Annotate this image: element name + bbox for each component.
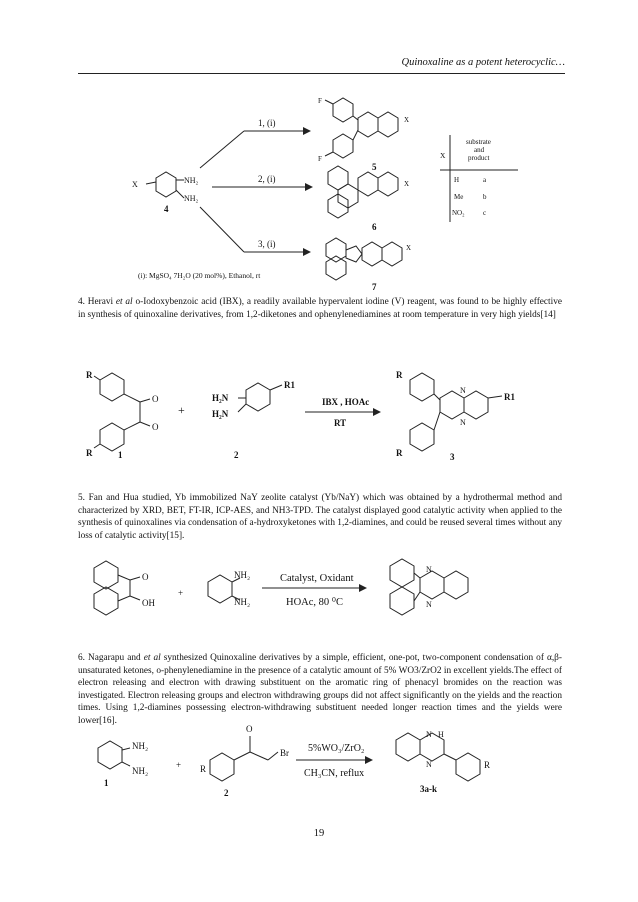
scheme-3-condition: HOAc, 80 ⁰C <box>286 597 343 608</box>
scheme-2-number-2: 2 <box>234 450 239 460</box>
scheme-2-r-top: R <box>86 370 93 380</box>
scheme-3-oh-label: OH <box>142 598 155 608</box>
product-6-x: X <box>404 180 410 188</box>
product-5-fluoro-top: F <box>318 97 322 105</box>
scheme-4-br-label: Br <box>280 748 289 758</box>
scheme-1-condition: (i): MgSO₄ 7H₂O (20 mol%), Ethanol, rt <box>138 271 261 280</box>
scheme-4 <box>98 733 480 781</box>
scheme-4-nh2-top: NH₂ <box>132 741 149 751</box>
reactant-nh2-top: NH₂ <box>184 176 199 185</box>
scheme-2-product-r1: R1 <box>504 392 515 402</box>
arrow-label-1: 1, (i) <box>258 118 276 128</box>
scheme-4-number-2: 2 <box>224 788 229 798</box>
scheme-2-r1-reactant: R1 <box>284 380 295 390</box>
table-row-1-x: H <box>454 176 460 184</box>
scheme-2-number-3: 3 <box>450 452 455 462</box>
paragraph-4-text: o-Iodoxybenzoic acid (IBX), a readily available hypervalent iodine (V) reagent, was found to be highly effective in synthesis of quinoxaline derivatives, from 1,2-diketones and ophenylenediamines at room temperature in very high yields[14] <box>78 297 562 320</box>
table-row-2-code: b <box>483 193 487 201</box>
reactant-nh2-bottom: NH₂ <box>184 194 199 203</box>
table-row-3-code: c <box>483 209 487 217</box>
scheme-2-product-n-bottom: N <box>460 418 466 427</box>
product-6-structure <box>328 166 398 218</box>
scheme-4-nh2-bottom: NH₂ <box>132 766 149 776</box>
scheme-4-number-1: 1 <box>104 778 109 788</box>
product-7-x: X <box>406 244 412 252</box>
reactant-4-structure <box>146 172 184 198</box>
paragraph-6 <box>78 652 562 728</box>
table-header-line-1: substrate <box>466 138 491 146</box>
paragraph-4 <box>78 296 562 321</box>
scheme-2-plus: + <box>178 403 185 417</box>
scheme-4-r-reactant: R <box>200 764 207 774</box>
product-number-6: 6 <box>372 222 377 232</box>
scheme-2-o-top: O <box>152 394 159 404</box>
product-7-structure <box>326 238 402 280</box>
reactant-x-label: X <box>132 180 138 189</box>
paragraph-6-number: 6. Nagarapu and <box>78 653 144 663</box>
scheme-4-r-product: R <box>484 760 491 770</box>
scheme-4-n-top: N <box>426 730 432 739</box>
paragraph-4-etal: et al <box>115 297 133 307</box>
scheme-4-o-label: O <box>246 724 253 734</box>
product-5-structure <box>325 98 398 158</box>
arrow-label-2: 2, (i) <box>258 174 276 184</box>
scheme-2-r-bottom: R <box>86 448 93 458</box>
scheme-2-product-r-bottom: R <box>396 448 403 458</box>
table-row-1-code: a <box>483 176 487 184</box>
paragraph-5-text: 5. Fan and Hua studied, Yb immobilized NaY zeolite catalyst (Yb/NaY) which was obtained by a hydrothermal method and characterized by XRD, BET, FT-IR, ICP-AES, and NH3-TPD. The catalyst displayed good catalytic activity when applied to the synthesis of quinoxalines via condensation of a-hydroxyketones with 1,2-diamines, and could be reused several times without any loss of catalytic activity[15]. <box>78 493 562 541</box>
scheme-2-o-bottom: O <box>152 422 159 432</box>
product-5-x: X <box>404 116 410 124</box>
product-number-5: 5 <box>372 162 377 172</box>
scheme-4-reagent: 5%WO₃/ZrO₂ <box>308 743 365 754</box>
scheme-3-nh2-bottom: NH₂ <box>234 597 251 607</box>
scheme-2-h2n-bottom: H₂N <box>212 409 229 419</box>
scheme-4-n-bottom: N <box>426 760 432 769</box>
scheme-2-product-r-top: R <box>396 370 403 380</box>
paragraph-5 <box>78 492 562 542</box>
table-header-x: X <box>440 151 446 160</box>
scheme-2-condition: RT <box>334 418 347 428</box>
paragraph-4-number: 4. Heravi <box>78 297 116 307</box>
arrow-label-3: 3, (i) <box>258 239 276 249</box>
scheme-2-h2n-top: H₂N <box>212 393 229 403</box>
scheme-3-plus: + <box>178 588 184 598</box>
table-row-2-x: Me <box>454 193 464 201</box>
scheme-4-plus: + <box>176 760 182 770</box>
scheme-3-n-bottom: N <box>426 600 432 609</box>
page-number: 19 <box>313 828 325 839</box>
table-row-3-x: NO₂ <box>452 209 465 217</box>
scheme-4-number-3a-k: 3a-k <box>420 784 438 794</box>
scheme-2 <box>94 373 502 451</box>
scheme-4-h-label: H <box>438 730 444 739</box>
scheme-2-product-n-top: N <box>460 386 466 395</box>
scheme-3-reagent: Catalyst, Oxidant <box>280 573 354 584</box>
product-number-7: 7 <box>372 282 377 292</box>
table-header-line-2: and <box>474 146 485 154</box>
scheme-3-o-label: O <box>142 572 149 582</box>
table-header-line-3: product <box>468 154 490 162</box>
scheme-2-reagent: IBX , HOAc <box>322 397 370 407</box>
paragraph-6-etal: et al <box>143 653 161 663</box>
paragraph-6-text: synthesized Quinoxaline derivatives by a simple, efficient, one-pot, two-component condensation of α,β-unsaturated ketones, o-phenylenediamine in the presence of a catalytic amount of 5% WO3/ZrO2 in excellent yields.The effect of electron releasing and electron with drawing substituent on the aromatic ring of phenacyl bromides on the reaction was investigated. Electron releasing groups and electron withdrawing groups did not affect significantly on the yields and the reaction times. Using 1,2-diamines possessing electron-withdrawing substituent needed longer reaction times and the yields were lower[16]. <box>78 653 562 726</box>
scheme-3-nh2-top: NH₂ <box>234 570 251 580</box>
running-header: Quinoxaline as a potent heterocyclic… <box>401 57 565 68</box>
scheme-4-condition: CH₃CN, reflux <box>304 768 365 779</box>
scheme-2-number-1: 1 <box>118 450 123 460</box>
product-5-fluoro-bottom: F <box>318 155 322 163</box>
scheme-3-n-top: N <box>426 565 432 574</box>
reactant-number-4: 4 <box>164 204 169 214</box>
